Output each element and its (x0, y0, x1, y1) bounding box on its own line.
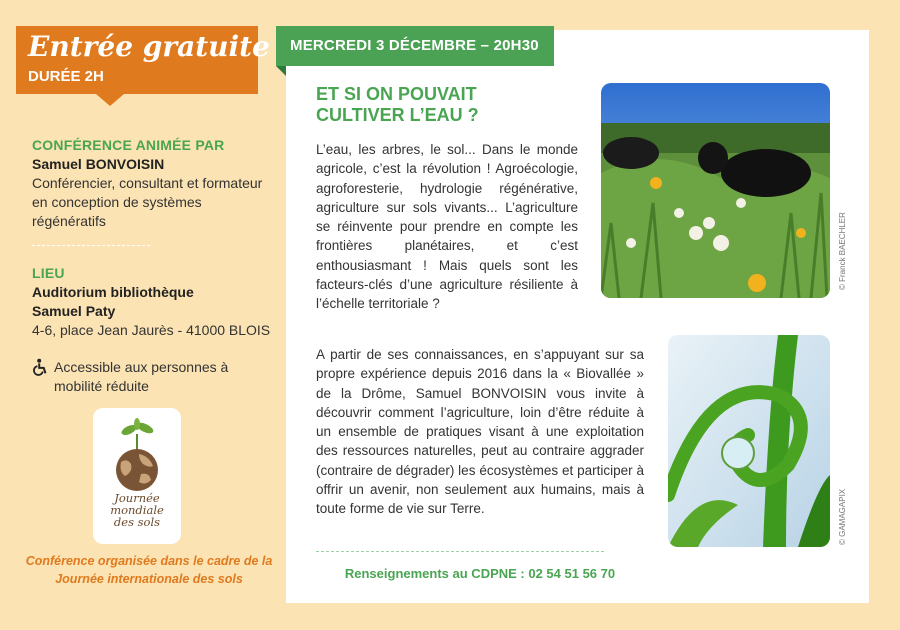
logo-line-2: mondiale (110, 503, 164, 517)
event-title (316, 84, 479, 126)
entry-banner-tail (96, 94, 124, 106)
logo-line-1: Journée (114, 491, 160, 505)
event-title-line-2: CULTIVER L’EAU ? (316, 105, 479, 125)
accessibility-info (32, 358, 264, 396)
wheelchair-icon (32, 358, 50, 376)
event-title-line-1: ET SI ON POUVAIT (316, 84, 477, 104)
speaker-heading: CONFÉRENCE ANIMÉE PAR (32, 137, 225, 153)
entry-title: Entrée gratuite (28, 30, 270, 63)
photo1-credit: © Franck BAECHLER (838, 212, 847, 290)
venue-line-1: Auditorium bibliothèque (32, 284, 194, 300)
duration-label: DURÉE 2H (28, 68, 104, 85)
intro-paragraph: L’eau, les arbres, le sol... Dans le monde agricole, c’est la révolution ! Agroécologie, agroforesterie, hydrologie régénérative, agriculture sur sols vivants... L’agriculture se réinvente pour prendre en compte les frontières planétaires, et c’est enthousiasmant ! Mais quels sont les facteurs-clés d’une agriculture résiliente à l’échelle territoriale ? (316, 142, 578, 312)
world-soil-day-logo (93, 408, 181, 544)
speaker-name: Samuel BONVOISIN (32, 156, 165, 172)
speaker-description: Conférencier, consultant et formateur en conception de systèmes régénératifs (32, 175, 263, 229)
cattle-field-photo (601, 83, 830, 298)
date-banner-tail (276, 66, 286, 76)
accessibility-text: Accessible aux personnes à mobilité réduite (54, 359, 229, 394)
info-sidebar (32, 136, 271, 396)
venue-address: 4-6, place Jean Jaurès - 41000 BLOIS (32, 322, 271, 338)
globe-sprout-icon (103, 414, 171, 494)
footer-divider (316, 551, 604, 552)
photo2-credit: © GAMAGAPIX (838, 488, 847, 545)
location-heading: LIEU (32, 265, 65, 281)
venue-line-2: Samuel Paty (32, 303, 116, 319)
logo-line-3: des sols (113, 515, 161, 529)
logo-caption (93, 492, 181, 528)
event-date: MERCREDI 3 DÉCEMBRE – 20H30 (290, 37, 539, 54)
detail-paragraph: A partir de ses connaissances, en s’appuyant sur sa propre expérience depuis 2016 dans la « Biovallée » de la Drôme, Samuel BONVOISIN vous invite à découvrir comment l’agriculture, loin d’être réduite à un ensemble de pratiques visant à une exploitation des ressources naturelles, peut au contraire aggrader (contraire de dégrader) les écosystèmes et participer à offrir un avenir, non seulement aux humains, mais à toute forme de vie sur Terre. (316, 347, 644, 517)
contact-info: Renseignements au CDPNE : 02 54 51 56 70 (344, 566, 616, 581)
sidebar-divider (32, 245, 150, 246)
organized-note: Conférence organisée dans le cadre de la Journée internationale des sols (25, 554, 273, 586)
plant-dew-photo (668, 335, 830, 547)
